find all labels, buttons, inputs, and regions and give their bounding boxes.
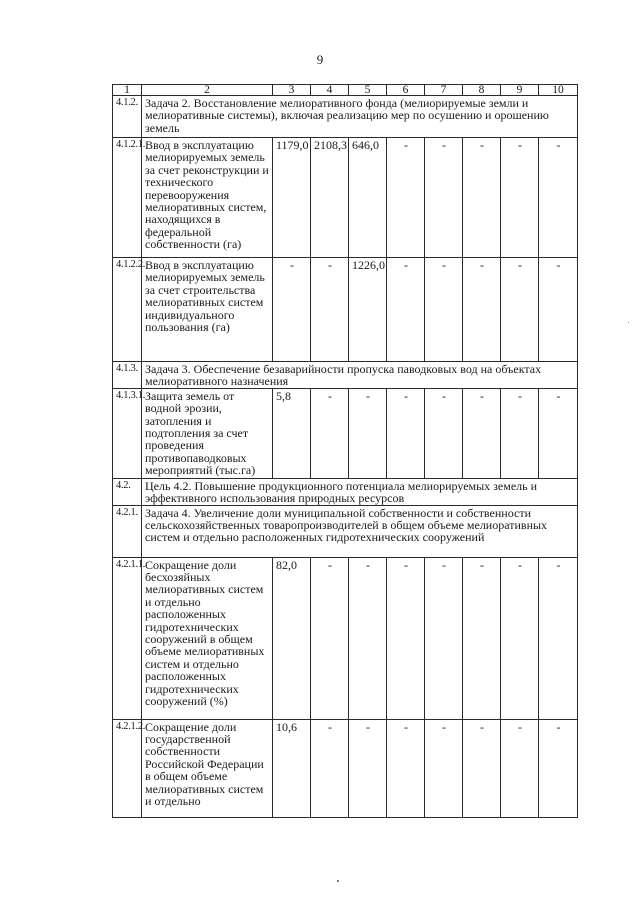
indicator-description: Сокращение доли государственной собственности Российской Федерации в общем объеме мелиоративных систем и отдельно (142, 719, 273, 817)
column-number: 8 (463, 85, 501, 96)
indicator-value: - (311, 557, 349, 719)
indicator-value: - (463, 557, 501, 719)
indicator-value: - (539, 557, 578, 719)
column-number: 2 (142, 85, 273, 96)
scan-speck (337, 880, 339, 882)
section-heading: Задача 4. Увеличение доли муниципальной собственности и собственности сельскохозяйственных товаропроизводителей в общем объеме мелиоративных систем и отдельно расположенных гидротехнических сооружений (142, 505, 578, 557)
row-number: 4.1.2. (113, 96, 142, 138)
column-number: 4 (311, 85, 349, 96)
column-number: 1 (113, 85, 142, 96)
section-heading: Цель 4.2. Повышение продукционного потенциала мелиорируемых земель и эффективного использования природных ресурсов (142, 478, 578, 505)
indicator-value: - (387, 258, 425, 362)
indicator-value: - (463, 258, 501, 362)
indicator-value: 82,0 (273, 557, 311, 719)
column-number-row (113, 85, 578, 96)
indicator-row (113, 388, 578, 478)
indicator-value: - (501, 557, 539, 719)
row-number: 4.1.3. (113, 362, 142, 389)
row-number: 4.1.3.1. (113, 388, 142, 478)
indicator-value: - (349, 719, 387, 817)
indicator-value: - (349, 388, 387, 478)
indicators-table (112, 84, 578, 818)
column-number: 6 (387, 85, 425, 96)
indicator-value: - (463, 719, 501, 817)
indicator-value: - (463, 138, 501, 258)
indicator-description: Ввод в эксплуатацию мелиорируемых земель за счет реконструкции и технического перевооружения мелиоративных систем, находящихся в федеральной собственности (га) (142, 138, 273, 258)
row-number: 4.2.1.2. (113, 719, 142, 817)
indicator-value: - (501, 719, 539, 817)
indicator-value: - (501, 138, 539, 258)
indicator-value: - (425, 557, 463, 719)
indicator-row (113, 258, 578, 362)
indicator-row (113, 557, 578, 719)
row-number: 4.2. (113, 478, 142, 505)
scan-speck (628, 322, 629, 323)
indicator-value: - (425, 388, 463, 478)
indicator-value: - (425, 719, 463, 817)
column-number: 9 (501, 85, 539, 96)
column-number: 5 (349, 85, 387, 96)
column-number: 3 (273, 85, 311, 96)
indicator-value: 1179,0 (273, 138, 311, 258)
indicator-value: - (501, 258, 539, 362)
indicator-value: - (387, 719, 425, 817)
indicator-row (113, 138, 578, 258)
row-number: 4.2.1.1. (113, 557, 142, 719)
indicator-description: Ввод в эксплуатацию мелиорируемых земель за счет строительства мелиоративных систем индивидуального пользования (га) (142, 258, 273, 362)
section-row (113, 478, 578, 505)
indicator-value: - (425, 138, 463, 258)
row-number: 4.2.1. (113, 505, 142, 557)
indicator-description: Сокращение доли бесхозяйных мелиоративных систем и отдельно расположенных гидротехнических сооружений в общем объеме мелиоративных систем и отдельно расположенных гидротехнических сооружений (%) (142, 557, 273, 719)
section-row (113, 96, 578, 138)
column-number: 10 (539, 85, 578, 96)
column-number: 7 (425, 85, 463, 96)
page-number: 9 (316, 52, 324, 67)
row-number: 4.1.2.1. (113, 138, 142, 258)
indicator-value: - (501, 388, 539, 478)
indicator-value: - (273, 258, 311, 362)
indicator-value: 10,6 (273, 719, 311, 817)
indicator-value: - (539, 388, 578, 478)
indicator-value: - (425, 258, 463, 362)
section-row (113, 362, 578, 389)
indicator-value: - (387, 138, 425, 258)
indicator-value: 2108,3 (311, 138, 349, 258)
indicator-value: - (387, 388, 425, 478)
indicator-value: - (311, 388, 349, 478)
indicator-value: - (311, 719, 349, 817)
indicator-value: - (539, 138, 578, 258)
indicator-value: - (539, 719, 578, 817)
indicator-value: 646,0 (349, 138, 387, 258)
indicator-value: - (311, 258, 349, 362)
indicator-value: - (387, 557, 425, 719)
row-number: 4.1.2.2. (113, 258, 142, 362)
indicator-description: Защита земель от водной эрозии, затопления и подтопления за счет проведения противопаводковых мероприятий (тыс.га) (142, 388, 273, 478)
indicator-value: - (463, 388, 501, 478)
section-row (113, 505, 578, 557)
indicator-value: 5,8 (273, 388, 311, 478)
section-heading: Задача 2. Восстановление мелиоративного фонда (мелиорируемые земли и мелиоративные системы), включая реализацию мер по осушению и орошению земель (142, 96, 578, 138)
indicator-value: - (539, 258, 578, 362)
indicator-value: 1226,0 (349, 258, 387, 362)
section-heading: Задача 3. Обеспечение безаварийности пропуска паводковых вод на объектах мелиоративного назначения (142, 362, 578, 389)
indicator-value: - (349, 557, 387, 719)
indicator-row (113, 719, 578, 817)
